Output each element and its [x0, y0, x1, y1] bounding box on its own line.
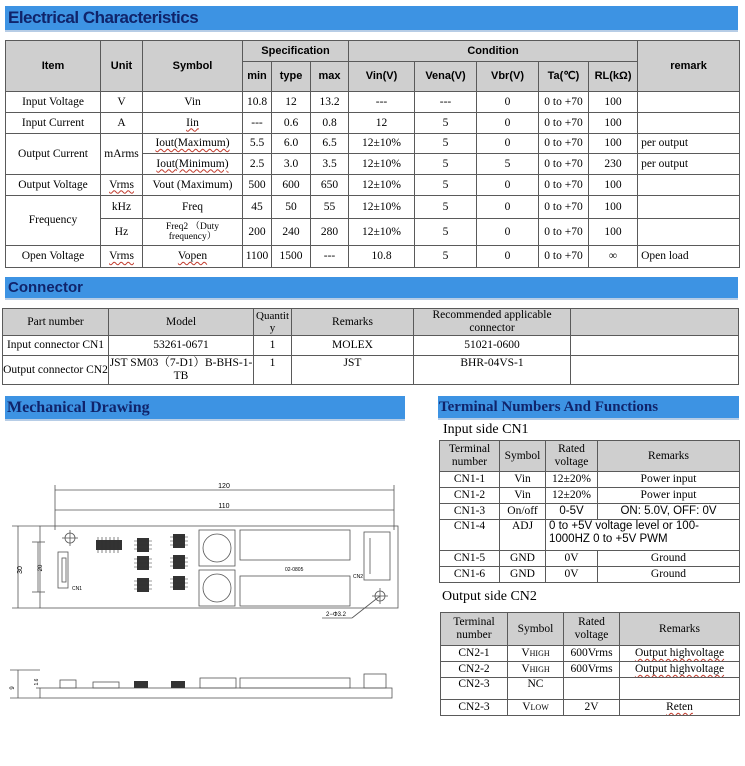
cell-part: Output connector CN2 — [3, 356, 109, 385]
cell-rated: 600Vrms — [564, 646, 620, 662]
cell-type: 3.0 — [272, 154, 311, 175]
cell-remarks: MOLEX — [292, 336, 414, 356]
cell-rated: 600Vrms — [564, 662, 620, 678]
dim-height-inner: 20 — [38, 564, 44, 572]
header-remark: remark — [638, 41, 740, 92]
cell-remark — [638, 92, 740, 113]
table-row — [441, 700, 740, 716]
cell-vin: 12±10% — [349, 175, 415, 196]
cell-vin: 12±10% — [349, 196, 415, 219]
cell-type: 240 — [272, 219, 311, 246]
cell-rated: 0 to +5V voltage level or 100-1000HZ 0 to +5V PWM — [546, 520, 740, 551]
cell-unit — [101, 175, 143, 196]
cell-vbr: 0 — [477, 246, 539, 268]
cell-max: 55 — [311, 196, 349, 219]
cell-vbr: 0 — [477, 219, 539, 246]
symbol-sub: HIGH — [529, 649, 550, 659]
header-specification: Specification — [243, 41, 349, 62]
cell-terminal: CN2-3 — [441, 700, 508, 716]
cell-vbr: 0 — [477, 134, 539, 154]
cell-item: Input Voltage — [6, 92, 101, 113]
cell-vin: 12±10% — [349, 134, 415, 154]
cell-rl: 230 — [589, 154, 638, 175]
cell-min: 1100 — [243, 246, 272, 268]
remarks-text: Reten — [666, 701, 693, 714]
cell-min: 2.5 — [243, 154, 272, 175]
cell-max: --- — [311, 246, 349, 268]
cell-terminal: CN1-5 — [440, 551, 500, 567]
symbol-main: V — [521, 663, 530, 676]
cell-unit: kHz — [101, 196, 143, 219]
cell-remark — [638, 113, 740, 134]
cell-terminal: CN1-6 — [440, 567, 500, 583]
table-row — [6, 196, 740, 219]
cell-quantity: 1 — [254, 356, 292, 385]
header-terminal: Terminal number — [440, 441, 500, 472]
dim-overall: 120 — [218, 483, 230, 490]
cell-terminal: CN1-2 — [440, 488, 500, 504]
input-terminal-table — [439, 440, 740, 583]
header-remarks: Remarks — [292, 309, 414, 336]
cell-symbol: Vin — [143, 92, 243, 113]
table-row — [441, 678, 740, 700]
connector-banner: Connector — [5, 277, 738, 300]
cell-ta: 0 to +70 — [539, 154, 589, 175]
header-min: min — [243, 62, 272, 92]
cell-terminal: CN1-4 — [440, 520, 500, 551]
cell-remarks — [620, 662, 740, 678]
cell-unit: mArms — [101, 134, 143, 175]
cell-vena: 5 — [415, 219, 477, 246]
cell-max: 6.5 — [311, 134, 349, 154]
cell-item: Output Current — [6, 134, 101, 175]
header-model: Model — [109, 309, 254, 336]
cell-type: 6.0 — [272, 134, 311, 154]
cell-type: 1500 — [272, 246, 311, 268]
cell-recommended: 51021-0600 — [414, 336, 571, 356]
header-symbol: Symbol — [143, 41, 243, 92]
cn1-label: CN1 — [72, 586, 83, 592]
table-row — [441, 662, 740, 678]
symbol-text: Iin — [186, 116, 199, 129]
cell-max: 3.5 — [311, 154, 349, 175]
cell-symbol: On/off — [500, 504, 546, 520]
header-vin: Vin(V) — [349, 62, 415, 92]
cell-item: Input Current — [6, 113, 101, 134]
cell-vena: 5 — [415, 154, 477, 175]
cell-remarks — [620, 700, 740, 716]
electrical-banner: Electrical Characteristics — [5, 6, 738, 32]
table-row — [3, 336, 739, 356]
unit-text: Vrms — [109, 178, 134, 191]
cell-unit — [101, 246, 143, 268]
symbol-sub: HIGH — [529, 665, 550, 675]
cell-ta: 0 to +70 — [539, 219, 589, 246]
cell-symbol — [143, 113, 243, 134]
cell-ta: 0 to +70 — [539, 113, 589, 134]
header-type: type — [272, 62, 311, 92]
cell-ta: 0 to +70 — [539, 196, 589, 219]
cell-vin: 12±10% — [349, 154, 415, 175]
cell-vena: 5 — [415, 196, 477, 219]
cell-vbr: 0 — [477, 175, 539, 196]
cell-rl: 100 — [589, 113, 638, 134]
cell-model: JST SM03（7-D1）B-BHS-1-TB — [109, 356, 254, 385]
cell-item: Output Voltage — [6, 175, 101, 196]
cell-blank — [571, 356, 739, 385]
cell-rated: 0V — [546, 551, 598, 567]
cell-model: 53261-0671 — [109, 336, 254, 356]
cell-symbol — [143, 134, 243, 154]
header-symbol: Symbol — [508, 613, 564, 646]
cell-remarks — [620, 678, 740, 700]
dim-height-outer: 30 — [17, 566, 24, 574]
cell-remarks: JST — [292, 356, 414, 385]
cell-remarks: ON: 5.0V, OFF: 0V — [598, 504, 740, 520]
cell-ta: 0 to +70 — [539, 246, 589, 268]
output-side-title: Output side CN2 — [442, 589, 537, 604]
cell-remarks: Power input — [598, 472, 740, 488]
cell-symbol: ADJ — [500, 520, 546, 551]
header-part: Part number — [3, 309, 109, 336]
cell-rated: 12±20% — [546, 472, 598, 488]
table-row — [440, 504, 740, 520]
cell-vin: 10.8 — [349, 246, 415, 268]
cell-vena: 5 — [415, 113, 477, 134]
cell-quantity: 1 — [254, 336, 292, 356]
input-side-title: Input side CN1 — [443, 422, 529, 437]
table-row — [6, 175, 740, 196]
terminal-banner: Terminal Numbers And Functions — [438, 396, 739, 420]
remarks-text: Output highvoltage — [634, 663, 725, 676]
cell-symbol: Freq — [143, 196, 243, 219]
table-row — [6, 134, 740, 154]
cell-max: 280 — [311, 219, 349, 246]
table-row — [440, 488, 740, 504]
cell-type: 0.6 — [272, 113, 311, 134]
cell-vena: --- — [415, 92, 477, 113]
cell-vin: 12 — [349, 113, 415, 134]
cell-rl: 100 — [589, 134, 638, 154]
cell-symbol: Vin — [500, 488, 546, 504]
cell-vbr: 0 — [477, 196, 539, 219]
mechanical-drawing — [0, 430, 420, 760]
cn2-label: CN2 — [353, 574, 364, 580]
cell-terminal: CN1-1 — [440, 472, 500, 488]
cell-item: Frequency — [6, 196, 101, 246]
header-quantity: Quantit y — [254, 309, 292, 336]
cell-max: 650 — [311, 175, 349, 196]
remarks-text: Output highvoltage — [634, 647, 725, 660]
cell-rated: 12±20% — [546, 488, 598, 504]
cell-rl: ∞ — [589, 246, 638, 268]
cell-symbol: GND — [500, 567, 546, 583]
header-terminal: Terminal number — [441, 613, 508, 646]
cell-unit: A — [101, 113, 143, 134]
table-row — [6, 113, 740, 134]
cell-vin: --- — [349, 92, 415, 113]
cell-symbol — [143, 154, 243, 175]
table-row — [440, 551, 740, 567]
table-row — [6, 246, 740, 268]
unit-text: Vrms — [109, 250, 134, 263]
cell-min: --- — [243, 113, 272, 134]
cell-unit: V — [101, 92, 143, 113]
header-recommended: Recommended applicable connector — [414, 309, 571, 336]
cell-min: 500 — [243, 175, 272, 196]
table-row — [440, 567, 740, 583]
cell-blank — [571, 336, 739, 356]
cell-vena: 5 — [415, 134, 477, 154]
cell-rated — [564, 678, 620, 700]
cell-vin: 12±10% — [349, 219, 415, 246]
header-rl: RL(kΩ) — [589, 62, 638, 92]
header-vbr: Vbr(V) — [477, 62, 539, 92]
cell-symbol: Freq2 （Duty frequency） — [143, 219, 243, 246]
dim-side-thickness: 1.6 — [34, 678, 40, 686]
cell-terminal: CN2-2 — [441, 662, 508, 678]
cell-type: 50 — [272, 196, 311, 219]
cell-min: 45 — [243, 196, 272, 219]
cell-recommended: BHR-04VS-1 — [414, 356, 571, 385]
cell-vbr: 0 — [477, 92, 539, 113]
header-symbol: Symbol — [500, 441, 546, 472]
table-row — [440, 472, 740, 488]
cell-terminal: CN2-1 — [441, 646, 508, 662]
cell-rated: 0V — [546, 567, 598, 583]
cell-symbol — [508, 678, 564, 700]
header-ta: Ta(℃) — [539, 62, 589, 92]
cell-vena: 5 — [415, 246, 477, 268]
cell-remarks: Ground — [598, 551, 740, 567]
cell-rl: 100 — [589, 196, 638, 219]
header-rated: Rated voltage — [546, 441, 598, 472]
header-condition: Condition — [349, 41, 638, 62]
cell-type: 12 — [272, 92, 311, 113]
cell-symbol: GND — [500, 551, 546, 567]
symbol-main: V — [522, 701, 531, 714]
cell-ta: 0 to +70 — [539, 92, 589, 113]
cell-remark: per output — [638, 154, 740, 175]
cell-rated: 2V — [564, 700, 620, 716]
cell-max: 0.8 — [311, 113, 349, 134]
dim-hole: 2−Φ3.2 — [326, 612, 346, 618]
cell-remark — [638, 219, 740, 246]
cell-ta: 0 to +70 — [539, 134, 589, 154]
cell-type: 600 — [272, 175, 311, 196]
cell-vbr: 0 — [477, 113, 539, 134]
cell-symbol: Vout (Maximum) — [143, 175, 243, 196]
cell-terminal: CN1-3 — [440, 504, 500, 520]
symbol-main: NC — [527, 678, 544, 690]
cell-symbol — [508, 646, 564, 662]
symbol-main: V — [521, 647, 530, 660]
pcb-label: 02-0805 — [285, 567, 304, 573]
table-row — [441, 646, 740, 662]
cell-max: 13.2 — [311, 92, 349, 113]
header-item: Item — [6, 41, 101, 92]
cell-min: 200 — [243, 219, 272, 246]
cell-remarks: Ground — [598, 567, 740, 583]
cell-remarks — [620, 646, 740, 662]
symbol-text: Iout(Maximum) — [155, 137, 230, 150]
header-max: max — [311, 62, 349, 92]
cell-part: Input connector CN1 — [3, 336, 109, 356]
cell-symbol: Vin — [500, 472, 546, 488]
cell-item: Open Voltage — [6, 246, 101, 268]
cell-vena: 5 — [415, 175, 477, 196]
symbol-text: Vopen — [177, 250, 208, 263]
header-vena: Vena(V) — [415, 62, 477, 92]
cell-symbol — [143, 246, 243, 268]
cell-remark: Open load — [638, 246, 740, 268]
dim-inner: 110 — [218, 503, 230, 510]
cell-rated: 0-5V — [546, 504, 598, 520]
table-row — [440, 520, 740, 551]
cell-min: 5.5 — [243, 134, 272, 154]
cell-symbol — [508, 662, 564, 678]
symbol-sub: LOW — [530, 703, 549, 713]
header-remarks: Remarks — [620, 613, 740, 646]
header-blank — [571, 309, 739, 336]
cell-remarks: Power input — [598, 488, 740, 504]
table-row — [6, 219, 740, 246]
header-unit: Unit — [101, 41, 143, 92]
cell-rl: 100 — [589, 219, 638, 246]
cell-min: 10.8 — [243, 92, 272, 113]
table-row — [3, 356, 739, 385]
cell-rl: 100 — [589, 175, 638, 196]
cell-remark — [638, 196, 740, 219]
cell-ta: 0 to +70 — [539, 175, 589, 196]
cell-vbr: 5 — [477, 154, 539, 175]
cell-rl: 100 — [589, 92, 638, 113]
mechanical-banner: Mechanical Drawing — [5, 396, 405, 421]
electrical-table — [5, 40, 740, 268]
cell-remark: per output — [638, 134, 740, 154]
cell-terminal: CN2-3 — [441, 678, 508, 700]
cell-symbol — [508, 700, 564, 716]
dim-side-height: 9 — [10, 686, 16, 690]
table-row — [6, 92, 740, 113]
connector-table — [2, 308, 739, 385]
header-rated: Rated voltage — [564, 613, 620, 646]
symbol-text: Iout(Minimum) — [156, 157, 229, 170]
output-terminal-table — [440, 612, 740, 716]
cell-remark — [638, 175, 740, 196]
header-remarks: Remarks — [598, 441, 740, 472]
cell-unit: Hz — [101, 219, 143, 246]
